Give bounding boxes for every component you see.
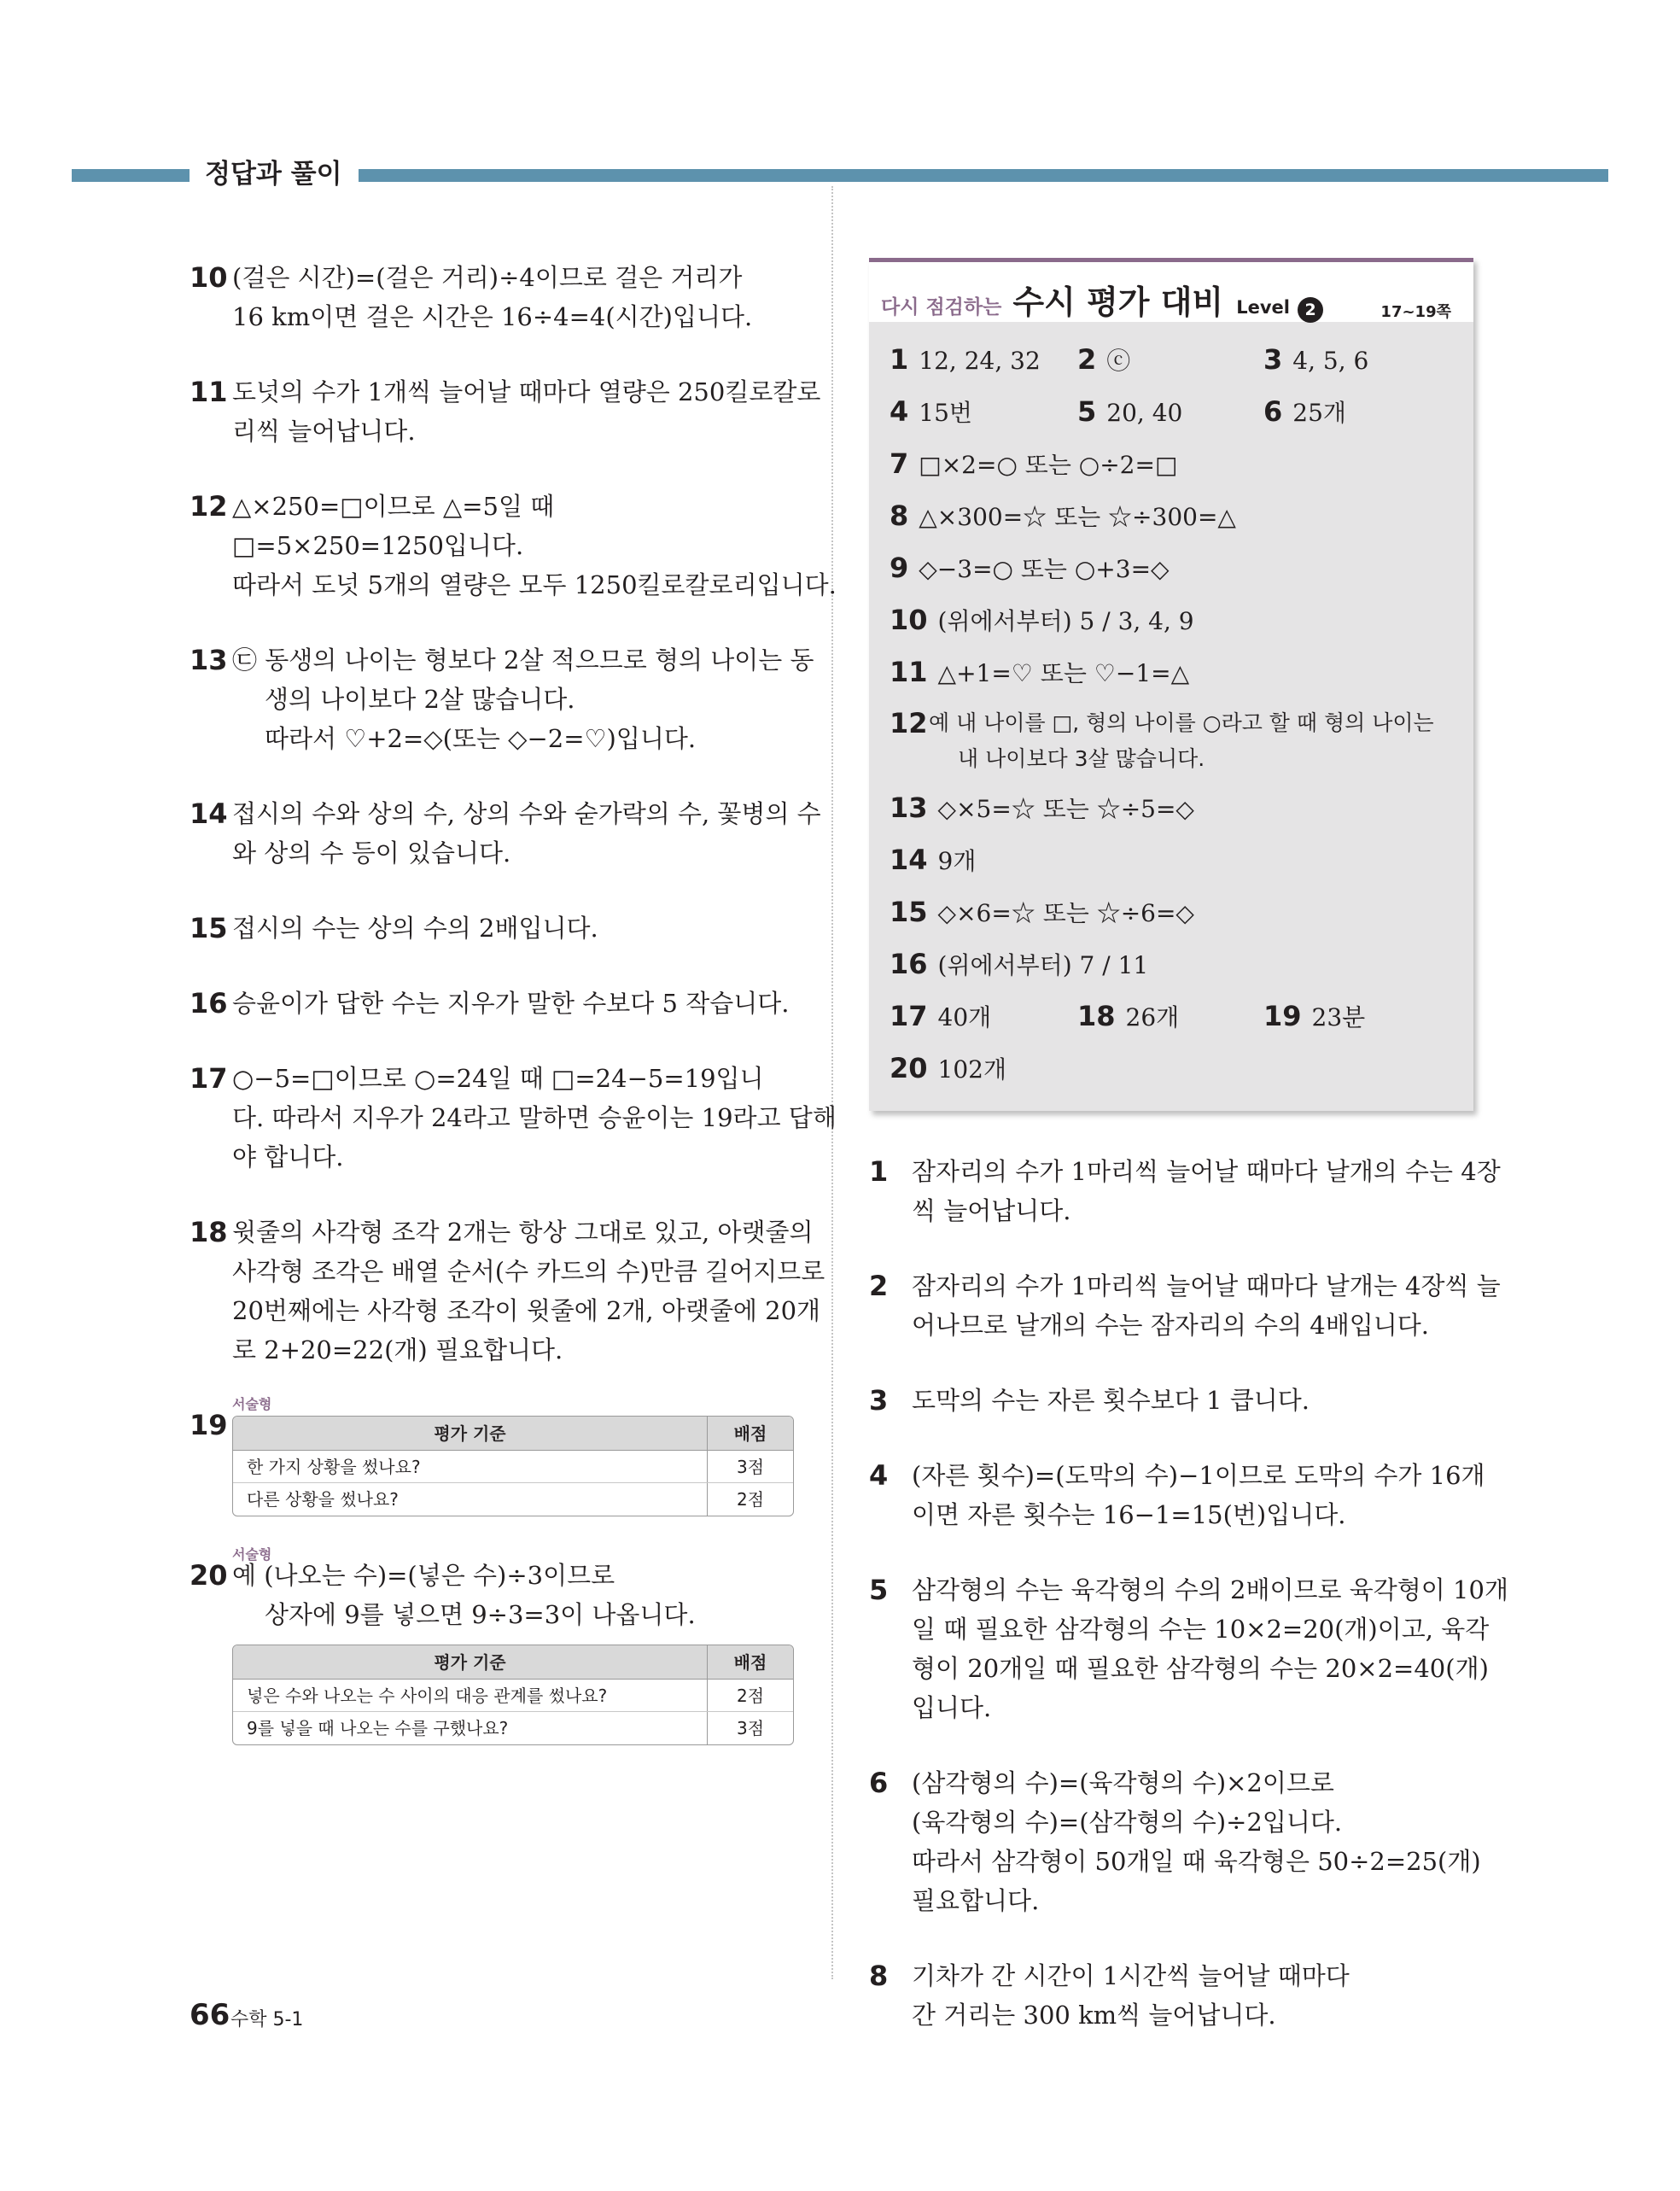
answer-item: [1263, 997, 1365, 1037]
answer-row: [890, 1049, 1453, 1089]
answer-item: [890, 445, 1177, 484]
answer-number: 11: [890, 656, 928, 688]
answer-item: [1077, 393, 1182, 432]
solution-line: 도막의 수는 자른 횟수보다 1 큽니다.: [912, 1386, 1310, 1415]
answer-value: ◇×5=☆ 또는 ☆÷5=◇: [937, 795, 1194, 823]
solution-number: 16: [190, 987, 228, 1020]
rubric-header-score: 배점: [733, 1652, 767, 1673]
answer-row: [890, 393, 1453, 445]
solution-18: [190, 1212, 825, 1370]
answer-row: [890, 789, 1453, 841]
solution-number: 10: [190, 261, 228, 294]
rubric-row: [233, 1483, 793, 1516]
solution-line: 필요합니다.: [912, 1886, 1040, 1915]
solution-line: 20번째에는 사각형 조각이 윗줄에 2개, 아랫줄에 20개: [232, 1296, 821, 1325]
page-header-title: 정답과 풀이: [205, 159, 342, 190]
column-divider: [831, 186, 833, 1979]
left-column: [190, 258, 837, 1781]
answer-value: □×2=○ 또는 ○÷2=□: [919, 451, 1178, 479]
solution-line: 따라서 도넛 5개의 열량은 모두 1250킬로칼로리입니다.: [232, 570, 837, 599]
answer-number: 17: [890, 1000, 928, 1032]
solution-number: 5: [869, 1574, 889, 1606]
solution-number: 15: [190, 912, 228, 944]
rubric-table: [232, 1416, 794, 1516]
solution-line: 예 (나오는 수)=(넣은 수)÷3이므로: [232, 1561, 615, 1590]
answer-number: 1: [890, 343, 909, 376]
solution-line: 생의 나이보다 2살 많습니다.: [265, 685, 575, 714]
answer-number: 5: [1077, 395, 1097, 428]
solution-15: [190, 909, 794, 948]
answer-row: [890, 601, 1453, 653]
solution-line: 접시의 수는 상의 수의 2배입니다.: [232, 914, 598, 943]
solution-number: 12: [190, 490, 228, 523]
solution-line: 잠자리의 수가 1마리씩 늘어날 때마다 날개는 4장씩 늘: [912, 1271, 1501, 1300]
solution-10: [190, 258, 794, 336]
rubric-score: 2점: [736, 1489, 765, 1510]
right-solution-8: [869, 1956, 1477, 2035]
solution-line: 잠자리의 수가 1마리씩 늘어날 때마다 날개의 수는 4장: [912, 1157, 1501, 1186]
answer-row: [890, 445, 1453, 497]
solution-number: 11: [190, 376, 228, 408]
answer-value: 4, 5, 6: [1292, 347, 1369, 375]
answer-value: ◇−3=○ 또는 ○+3=◇: [919, 555, 1170, 583]
answer-value: △×300=☆ 또는 ☆÷300=△: [919, 503, 1236, 531]
answer-number: 12: [890, 707, 928, 739]
rubric-header: [233, 1417, 793, 1451]
solution-number: 17: [190, 1062, 228, 1095]
solution-number: 20: [190, 1559, 228, 1592]
rubric-row: [233, 1451, 793, 1483]
rubric-criteria: 한 가지 상황을 썼나요?: [233, 1451, 708, 1482]
solution-number: 1: [869, 1155, 889, 1188]
answer-number: 10: [890, 604, 928, 636]
solution-line: (자른 횟수)=(도막의 수)−1이므로 도막의 수가 16개: [912, 1461, 1485, 1490]
solution-17: [190, 1059, 837, 1177]
answer-item: [890, 893, 1194, 932]
solution-line: 어나므로 날개의 수는 잠자리의 수의 4배입니다.: [912, 1311, 1430, 1340]
review-box-title: 수시 평가 대비: [1012, 283, 1224, 321]
solution-number: 3: [869, 1384, 889, 1417]
solution-number: 19: [190, 1409, 228, 1441]
answer-number: 16: [890, 948, 928, 980]
solution-line: 상자에 9를 넣으면 9÷3=3이 나옵니다.: [265, 1600, 696, 1629]
rubric-header: [233, 1645, 793, 1680]
rubric-row: [233, 1712, 793, 1744]
answer-value: 12, 24, 32: [919, 347, 1041, 375]
solution-number: 18: [190, 1216, 228, 1248]
solution-line: 일 때 필요한 삼각형의 수는 10×2=20(개)이고, 육각: [912, 1615, 1490, 1644]
answer-value: 26개: [1125, 1003, 1180, 1031]
rubric-criteria: 다른 상황을 썼나요?: [233, 1483, 708, 1516]
solution-number: 2: [869, 1270, 889, 1302]
solution-line: 형이 20개일 때 필요한 삼각형의 수는 20×2=40(개): [912, 1654, 1489, 1683]
solution-line: (걸은 시간)=(걸은 거리)÷4이므로 걸은 거리가: [232, 263, 743, 292]
answer-value: △+1=♡ 또는 ♡−1=△: [937, 659, 1190, 687]
answer-item: [1263, 341, 1368, 380]
right-solution-5: [869, 1570, 1508, 1727]
answer-value: ◇×6=☆ 또는 ☆÷6=◇: [937, 899, 1194, 927]
answer-value: 예 내 나이를 □, 형의 나이를 ○라고 할 때 형의 나이는: [929, 710, 1434, 735]
answer-item: [890, 601, 1194, 640]
answer-row: [890, 945, 1453, 997]
answer-number: 9: [890, 552, 909, 584]
answer-number: 13: [890, 792, 928, 824]
answer-number: 7: [890, 447, 909, 480]
solution-line: 도넛의 수가 1개씩 늘어날 때마다 열량은 250킬로칼로: [232, 377, 821, 406]
answer-row: [890, 893, 1453, 945]
answer-item: [890, 653, 1189, 692]
solution-line: 다. 따라서 지우가 24라고 말하면 승윤이는 19라고 답해: [232, 1103, 837, 1132]
answer-row: [890, 653, 1453, 705]
review-box-pages: 17~19쪽: [1380, 303, 1451, 321]
answer-number: 8: [890, 500, 909, 532]
rubric-score: 2점: [736, 1686, 765, 1706]
answer-value: (위에서부터) 5 / 3, 4, 9: [937, 607, 1194, 635]
solution-20: [190, 1535, 794, 1745]
answer-number: 20: [890, 1052, 928, 1084]
solution-line: (삼각형의 수)=(육각형의 수)×2이므로: [912, 1768, 1334, 1797]
solution-line: 이면 자른 횟수는 16−1=15(번)입니다.: [912, 1500, 1346, 1529]
answer-item: [890, 1049, 1006, 1089]
review-box-level: Level: [1236, 297, 1290, 318]
answer-value: 9개: [937, 847, 977, 875]
rubric-header-criteria: 평가 기준: [233, 1645, 708, 1679]
rubric-table: [232, 1645, 794, 1745]
answer-number: 15: [890, 896, 928, 928]
solution-line: 야 합니다.: [232, 1142, 344, 1171]
right-solution-6: [869, 1763, 1481, 1920]
answer-value: 25개: [1292, 399, 1346, 427]
solution-line: 승윤이가 답한 수는 지우가 말한 수보다 5 작습니다.: [232, 989, 790, 1018]
answer-value: 15번: [919, 399, 972, 427]
answer-number: 2: [1077, 343, 1097, 376]
header-bar-left: [72, 169, 190, 182]
answer-value: (위에서부터) 7 / 11: [937, 951, 1149, 979]
solution-line: (육각형의 수)=(삼각형의 수)÷2입니다.: [912, 1808, 1343, 1837]
solution-line: 따라서 ♡+2=◇(또는 ◇−2=♡)입니다.: [265, 724, 697, 753]
answer-value: 내 나이보다 3살 많습니다.: [958, 746, 1205, 771]
header-bar-right: [359, 169, 1608, 182]
answer-item: [890, 705, 1453, 777]
solution-number: 8: [869, 1960, 889, 1992]
rubric-row: [233, 1680, 793, 1712]
footer-book-title: 수학 5-1: [230, 2009, 304, 2030]
rubric-score: 3점: [736, 1718, 765, 1738]
answer-number: 4: [890, 395, 909, 428]
answer-item: [890, 393, 972, 432]
answer-row: [890, 997, 1453, 1049]
answer-item: [1077, 997, 1179, 1037]
level-badge: 2: [1298, 297, 1323, 323]
answer-item: [890, 341, 1041, 380]
review-box: [869, 258, 1473, 1111]
rubric-score: 3점: [736, 1457, 765, 1477]
right-column: [869, 258, 1508, 2071]
review-box-pretitle: 다시 점검하는: [881, 296, 1002, 318]
solution-number: 13: [190, 644, 228, 676]
solution-line: 기차가 간 시간이 1시간씩 늘어날 때마다: [912, 1961, 1350, 1990]
solution-14: [190, 794, 821, 873]
answer-item: [890, 549, 1170, 588]
solution-12: [190, 487, 837, 605]
solution-line: 접시의 수와 상의 수, 상의 수와 숟가락의 수, 꽃병의 수: [232, 799, 821, 828]
answer-value: ⓒ: [1106, 347, 1131, 375]
solution-line: 사각형 조각은 배열 순서(수 카드의 수)만큼 길어지므로: [232, 1257, 825, 1286]
solution-line: ○−5=□이므로 ○=24일 때 □=24−5=19입니: [232, 1064, 764, 1093]
answer-row: [890, 341, 1453, 393]
solution-line: △×250=□이므로 △=5일 때: [232, 492, 555, 521]
answer-row: [890, 841, 1453, 893]
solution-line: 입니다.: [912, 1693, 992, 1722]
solution-line: ㉢ 동생의 나이는 형보다 2살 적으므로 형의 나이는 동: [232, 646, 814, 675]
solution-line: 로 2+20=22(개) 필요합니다.: [232, 1335, 563, 1364]
answer-row: [890, 549, 1453, 601]
solution-number: 6: [869, 1767, 889, 1799]
right-solution-4: [869, 1456, 1485, 1534]
answer-value: 40개: [937, 1003, 992, 1031]
answer-item: [1077, 341, 1130, 380]
solution-line: 16 km이면 걸은 시간은 16÷4=4(시간)입니다.: [232, 302, 753, 331]
answer-item: [890, 841, 976, 880]
solution-number: 14: [190, 798, 228, 830]
answer-number: 6: [1263, 395, 1283, 428]
answer-value: 102개: [937, 1055, 1007, 1084]
solution-11: [190, 372, 821, 451]
solution-line: 리씩 늘어납니다.: [232, 417, 416, 446]
right-solution-3: [869, 1381, 1477, 1420]
page-number: 66: [190, 1998, 230, 2032]
answer-row: [890, 497, 1453, 549]
solution-19: [190, 1385, 794, 1516]
answer-item: [890, 945, 1148, 984]
answer-item: [1263, 393, 1346, 432]
rubric-header-criteria: 평가 기준: [233, 1417, 708, 1450]
answer-item: [890, 789, 1194, 828]
solution-line: □=5×250=1250입니다.: [232, 531, 524, 560]
solution-line: 삼각형의 수는 육각형의 수의 2배이므로 육각형이 10개: [912, 1575, 1508, 1604]
solution-16: [190, 984, 794, 1023]
solution-line: 간 거리는 300 km씩 늘어납니다.: [912, 2001, 1276, 2030]
answer-number: 14: [890, 844, 928, 876]
solution-line: 와 상의 수 등이 있습니다.: [232, 838, 511, 868]
solution-line: 따라서 삼각형이 50개일 때 육각형은 50÷2=25(개): [912, 1847, 1481, 1876]
solution-13: [190, 640, 814, 758]
solution-number: 4: [869, 1459, 889, 1492]
answer-number: 19: [1263, 1000, 1302, 1032]
answer-number: 3: [1263, 343, 1283, 376]
right-solution-2: [869, 1266, 1501, 1345]
answer-item: [890, 497, 1236, 536]
descriptive-label: 서술형: [232, 1546, 272, 1563]
review-box-header: [869, 262, 1473, 322]
solution-line: 윗줄의 사각형 조각 2개는 항상 그대로 있고, 아랫줄의: [232, 1218, 814, 1247]
answer-number: 18: [1077, 1000, 1116, 1032]
descriptive-label: 서술형: [232, 1396, 272, 1412]
answer-value: 23분: [1311, 1003, 1366, 1031]
rubric-header-score: 배점: [733, 1423, 767, 1444]
answer-value: 20, 40: [1106, 399, 1183, 427]
solution-line: 씩 늘어납니다.: [912, 1196, 1071, 1225]
right-solution-1: [869, 1152, 1501, 1230]
rubric-criteria: 9를 넣을 때 나오는 수를 구했나요?: [233, 1712, 708, 1744]
answer-item: [890, 997, 991, 1037]
rubric-criteria: 넣은 수와 나오는 수 사이의 대응 관계를 썼나요?: [233, 1680, 708, 1711]
